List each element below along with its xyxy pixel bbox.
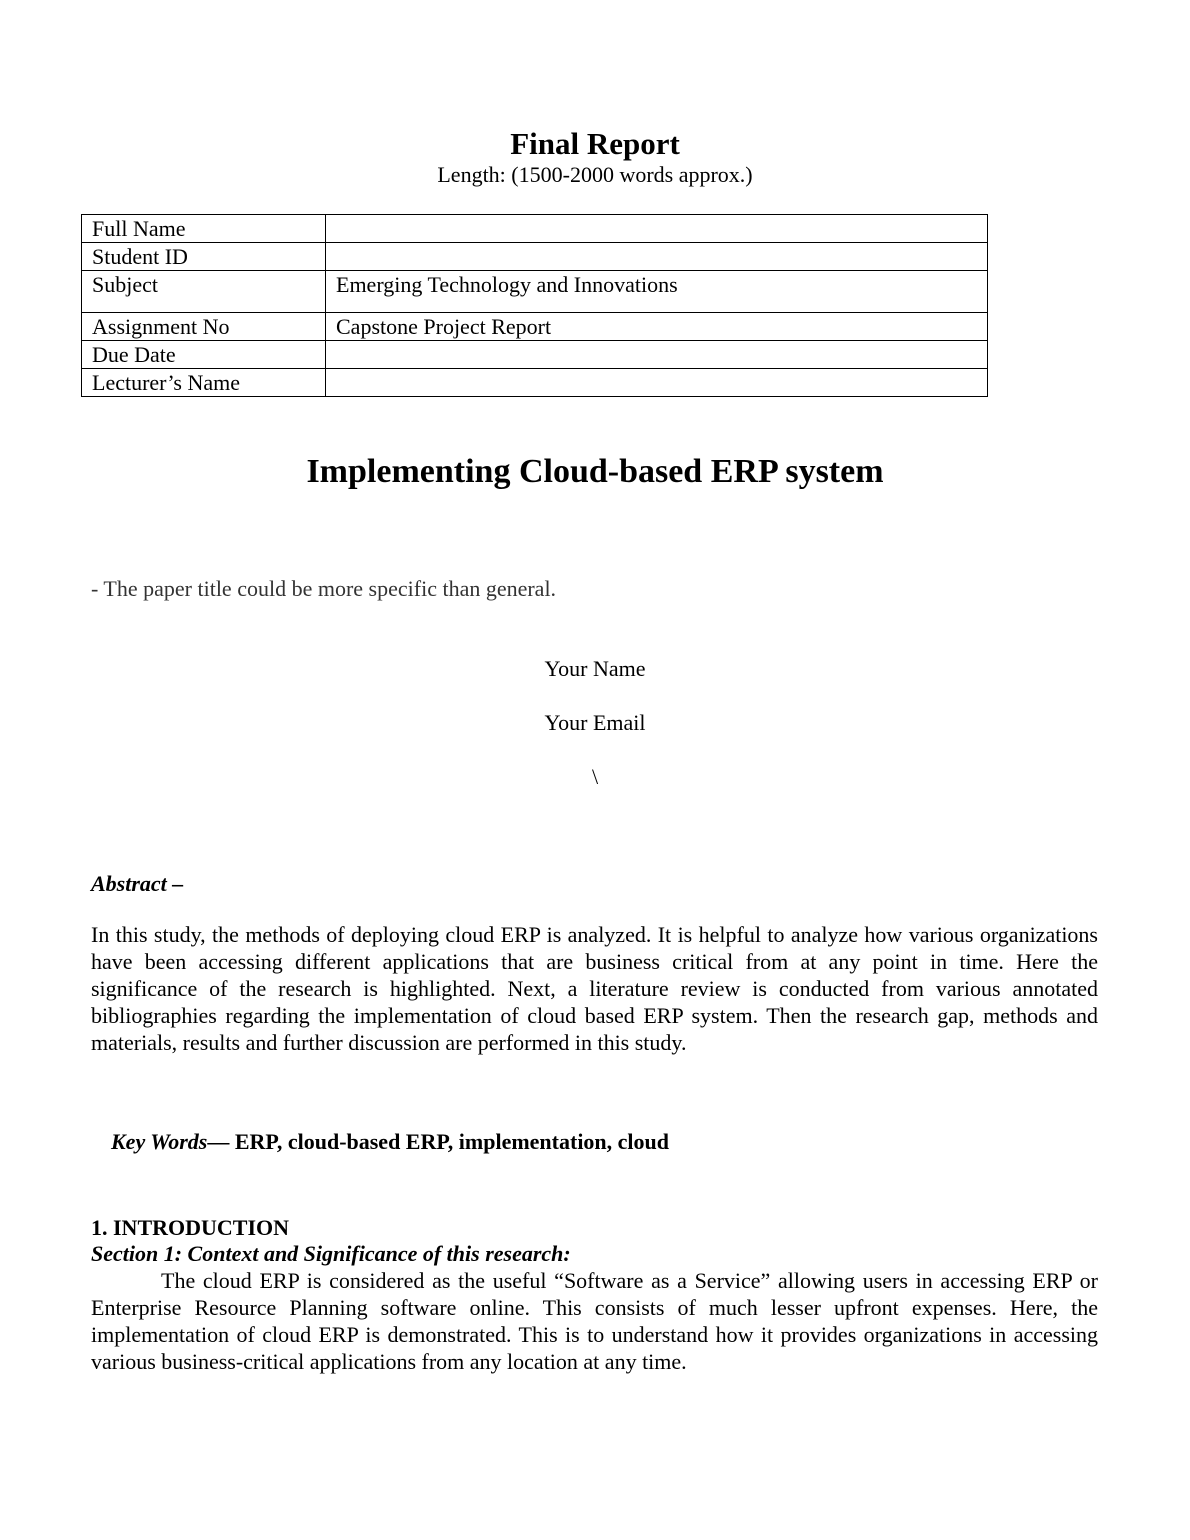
document-title: Final Report — [510, 126, 680, 161]
stray-backslash: \ — [591, 764, 599, 789]
row-label-subject: Subject — [82, 271, 326, 313]
table-row — [82, 271, 988, 313]
row-value-subject: Emerging Technology and Innovations — [326, 271, 988, 313]
row-value-lecturer-name — [326, 369, 988, 397]
author-name: Your Name — [544, 656, 646, 681]
row-label-full-name: Full Name — [82, 215, 326, 243]
row-label-due-date: Due Date — [82, 341, 326, 369]
row-value-full-name — [326, 215, 988, 243]
table-row — [82, 313, 988, 341]
author-email: Your Email — [544, 710, 646, 735]
table-row — [82, 215, 988, 243]
introduction-heading: 1. INTRODUCTION — [91, 1215, 290, 1240]
row-value-student-id — [326, 243, 988, 271]
title-feedback-note: - The paper title could be more specific than general. — [91, 576, 557, 601]
keywords-line — [111, 1128, 669, 1156]
row-label-lecturer-name: Lecturer’s Name — [82, 369, 326, 397]
keywords-list: ERP, cloud-based ERP, implementation, cloud — [229, 1129, 670, 1154]
length-requirement: Length: (1500-2000 words approx.) — [437, 162, 753, 187]
abstract-body: In this study, the methods of deploying cloud ERP is analyzed. It is helpful to analyze how various organizations have been accessing different applications that are business critical from at any point in time. Here the significance of the research is highlighted. Next, a literature review is conducted from various annotated bibliographies regarding the implementation of cloud based ERP system. Then the research gap, methods and materials, results and further discussion are performed in this study. — [91, 922, 1098, 1055]
row-label-student-id: Student ID — [82, 243, 326, 271]
row-label-assignment-no: Assignment No — [82, 313, 326, 341]
paper-title: Implementing Cloud-based ERP system — [306, 453, 884, 490]
section-heading: Section 1: Context and Significance of this research: — [91, 1241, 571, 1266]
abstract-heading: Abstract – — [91, 871, 184, 896]
row-value-due-date — [326, 341, 988, 369]
introduction-body: The cloud ERP is considered as the useful “Software as a Service” allowing users in accessing ERP or Enterprise Resource Planning software online. This consists of much lesser upfront expenses. Here, the implementation of cloud ERP is demonstrated. This is to understand how it provides organizations in accessing various business-critical applications from any location at any time. — [91, 1268, 1098, 1374]
keywords-dash: — — [207, 1129, 230, 1154]
table-row — [82, 369, 988, 397]
row-value-assignment-no: Capstone Project Report — [326, 313, 988, 341]
keywords-label: Key Words — [111, 1129, 208, 1154]
table-row — [82, 243, 988, 271]
student-info-table — [81, 214, 988, 397]
table-row — [82, 341, 988, 369]
